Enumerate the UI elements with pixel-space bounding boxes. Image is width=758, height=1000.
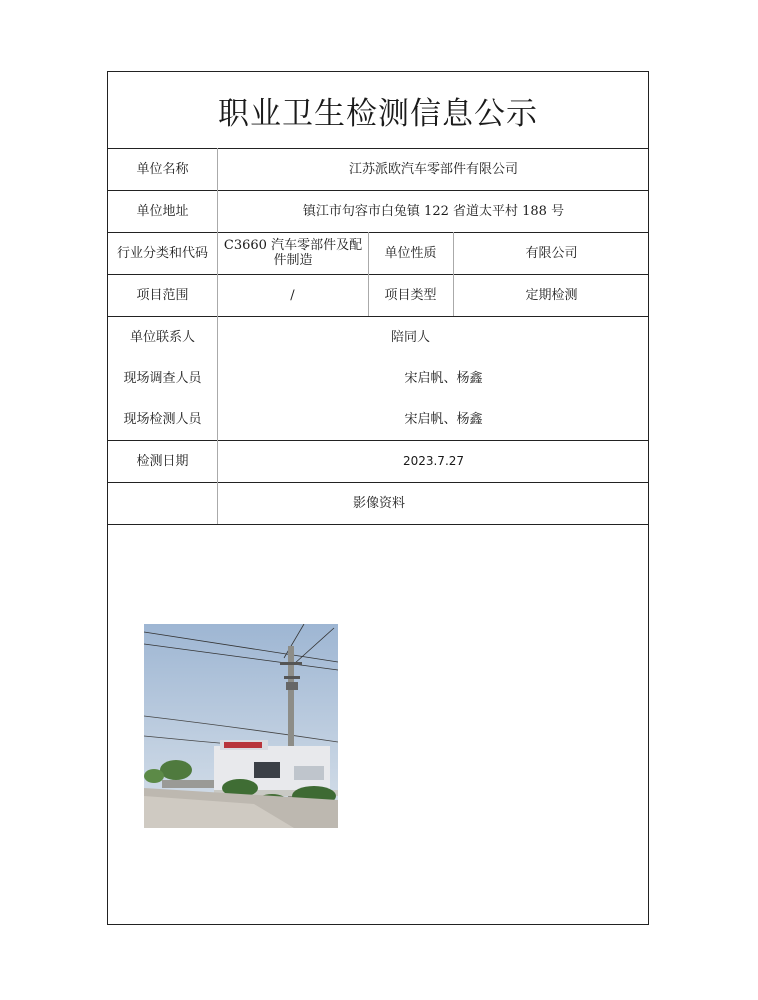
investigators-label: 现场调查人员	[123, 371, 202, 386]
unit-name-value: 江苏派欧汽车零部件有限公司	[348, 161, 518, 177]
unit-nature-label: 单位性质	[384, 245, 437, 261]
project-scope-label: 项目范围	[136, 287, 189, 303]
unit-nature-value: 有限公司	[525, 245, 578, 261]
page-title: 职业卫生检测信息公示	[218, 95, 538, 132]
site-photo	[144, 624, 338, 828]
unit-address-value: 镇江市句容市白兔镇 122 省道太平村 188 号	[302, 203, 565, 219]
test-date-label: 检测日期	[136, 453, 189, 469]
escort-label: 陪同人	[390, 329, 430, 345]
testers-value: 宋启帆、杨鑫	[404, 412, 483, 427]
disclosure-form	[107, 71, 649, 925]
investigators-value: 宋启帆、杨鑫	[404, 371, 483, 386]
testers-label: 现场检测人员	[123, 412, 202, 427]
industry-label: 行业分类和代码	[116, 245, 208, 261]
images-section-label: 影像资料	[352, 495, 405, 511]
industry-value: C3660 汽车零部件及配件制造	[223, 238, 363, 268]
unit-name-label: 单位名称	[136, 161, 189, 177]
test-date-value: 2023.7.27	[402, 453, 465, 468]
project-type-value: 定期检测	[525, 287, 578, 303]
project-type-label: 项目类型	[384, 287, 437, 303]
contact-label: 单位联系人	[129, 329, 195, 345]
unit-address-label: 单位地址	[136, 203, 189, 219]
project-scope-value: /	[290, 287, 295, 303]
escort-value	[453, 316, 650, 358]
contact-value	[217, 316, 368, 358]
divider	[108, 524, 648, 525]
